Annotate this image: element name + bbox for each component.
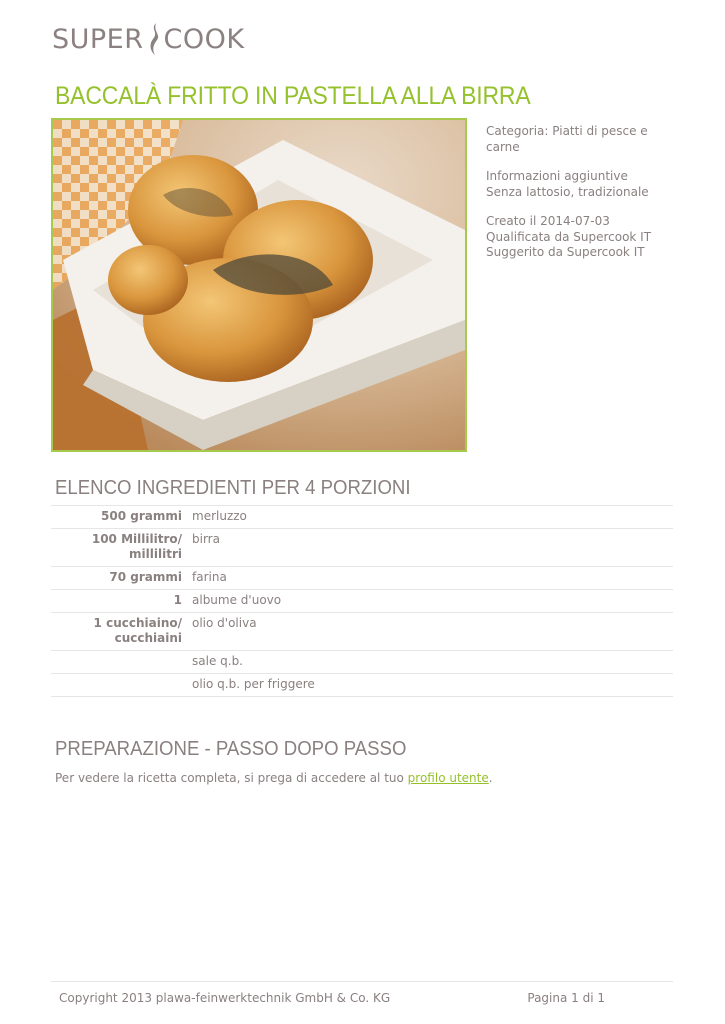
preparation-text <box>55 771 493 785</box>
meta-suggested: Suggerito da Supercook IT <box>486 245 645 259</box>
preparation-text-after: . <box>488 771 493 785</box>
ingredient-row <box>51 506 673 529</box>
ingredient-qty: 1 <box>173 593 182 607</box>
fried-cod-photo-icon <box>53 120 465 450</box>
user-profile-link[interactable]: profilo utente <box>407 771 489 785</box>
meta-extra-value: Senza lattosio, tradizionale <box>486 184 649 199</box>
recipe-meta <box>486 124 676 275</box>
footer-page-number: Pagina 1 di 1 <box>527 991 605 1005</box>
ingredient-qty: 70 grammi <box>109 570 182 584</box>
ingredient-row <box>51 590 673 613</box>
ingredient-qty <box>51 677 182 692</box>
ingredient-name: albume d'uovo <box>192 593 282 607</box>
ingredient-qty: 500 grammi <box>101 509 182 523</box>
preparation-text-before: Per vedere la ricetta completa, si prega di accedere al tuo <box>55 771 408 785</box>
logo-text-cook: COOK <box>163 24 245 55</box>
ingredients-heading: ELENCO INGREDIENTI PER 4 PORZIONI <box>55 477 411 499</box>
ingredient-qty: 100 Millilitro/ millilitri <box>91 532 182 561</box>
flame-logo-icon <box>147 22 161 56</box>
ingredient-row <box>51 651 673 674</box>
meta-created: Creato il 2014-07-03 <box>486 214 610 228</box>
ingredients-table <box>51 505 673 697</box>
meta-extra-heading: Informazioni aggiuntive <box>486 169 628 183</box>
ingredient-name: sale q.b. <box>192 654 243 668</box>
ingredient-row <box>51 529 673 567</box>
meta-qualified: Qualificata da Supercook IT <box>486 229 652 244</box>
ingredient-row <box>51 674 673 697</box>
ingredient-name: olio q.b. per friggere <box>192 677 315 691</box>
footer <box>51 981 673 1005</box>
ingredient-qty: 1 cucchiaino/ cucchiaini <box>93 616 182 645</box>
footer-copyright: Copyright 2013 plawa-feinwerktechnik GmbH & Co. KG <box>59 991 391 1005</box>
ingredient-row <box>51 613 673 651</box>
ingredient-row <box>51 567 673 590</box>
meta-category: Categoria: Piatti di pesce e carne <box>486 124 648 154</box>
ingredient-name: merluzzo <box>192 509 247 523</box>
logo-text-super: SUPER <box>52 24 144 55</box>
ingredient-name: birra <box>192 532 220 546</box>
supercook-logo <box>52 18 245 58</box>
recipe-title: BACCALÀ FRITTO IN PASTELLA ALLA BIRRA <box>55 82 531 110</box>
ingredient-name: olio d'oliva <box>192 616 257 630</box>
preparation-heading: PREPARAZIONE - PASSO DOPO PASSO <box>55 738 407 760</box>
recipe-photo <box>51 118 467 452</box>
ingredient-name: farina <box>192 570 227 584</box>
ingredient-qty <box>51 654 182 669</box>
